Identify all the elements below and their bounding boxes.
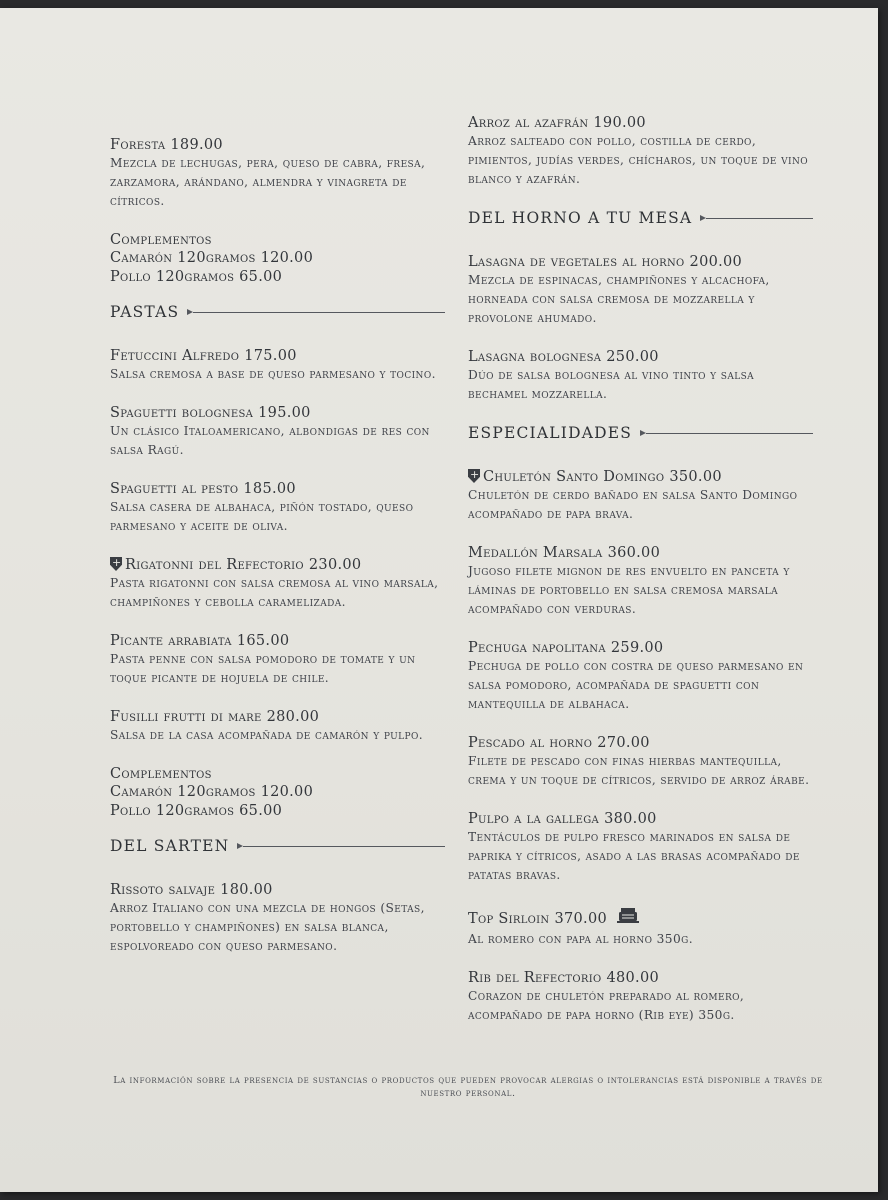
item-name: Spaguetti bolognesa — [110, 405, 254, 421]
complemento-pollo: Pollo 120gramos 65.00 — [110, 269, 283, 285]
complemento-camaron: Camarón 120gramos 120.00 — [110, 784, 314, 800]
item-name: Fusilli frutti di mare — [110, 709, 262, 725]
item-description: Corazon de chuletón preparado al romero, acompañado de papa horno (Rib eye) 350g. — [468, 989, 745, 1022]
section-title: PASTAS — [110, 303, 180, 321]
menu-page — [0, 8, 878, 1192]
item-price: 180.00 — [220, 882, 273, 898]
complemento-camaron: Camarón 120gramos 120.00 — [110, 250, 314, 266]
section-title: ESPECIALIDADES — [468, 424, 633, 442]
item-description: Mezcla de lechugas, pera, queso de cabra, fresa, zarzamora, arándano, almendra y vinagreta de cítricos. — [110, 156, 426, 208]
grill-icon — [617, 905, 639, 930]
item-price: 175.00 — [244, 348, 297, 364]
item-name: Chuletón Santo Domingo — [483, 469, 665, 485]
item-description: Mezcla de espinacas, champiñones y alcachofa, horneada con salsa cremosa de mozzarella y provolone ahumado. — [468, 273, 770, 325]
item-name: Top Sirloin — [468, 911, 550, 927]
complementos-block — [110, 231, 445, 287]
section-header-sarten — [110, 837, 445, 855]
menu-item — [110, 347, 445, 384]
complementos-title: Complementos — [110, 232, 212, 248]
item-price: 370.00 — [554, 911, 608, 927]
item-price: 230.00 — [308, 557, 362, 573]
arrow-divider-icon — [700, 212, 813, 224]
item-price: 360.00 — [607, 545, 661, 561]
allergen-disclaimer: La información sobre la presencia de sustancias o productos que pueden provocar alergias o intolerancias está disponible a través de nuestro personal. — [113, 1075, 823, 1099]
item-description: Pechuga de pollo con costra de queso parmesano en salsa pomodoro, acompañada de spaguetti con mantequilla de albahaca. — [468, 659, 804, 711]
menu-item — [468, 253, 813, 328]
item-description: Chuletón de cerdo bañado en salsa Santo Domingo acompañado de papa brava. — [468, 488, 798, 521]
complemento-pollo: Pollo 120gramos 65.00 — [110, 803, 283, 819]
item-description: Arroz salteado con pollo, costilla de cerdo, pimientos, judías verdes, chícharos, un toque de vino blanco y azafrán. — [468, 134, 809, 186]
item-description: Pasta penne con salsa pomodoro de tomate y un toque picante de hojuela de chile. — [110, 652, 416, 685]
item-description: Al romero con papa al horno 350g. — [468, 932, 693, 946]
item-name: Arroz al azafrán — [468, 115, 589, 131]
item-description: Tentáculos de pulpo fresco marinados en salsa de paprika y cítricos, asado a las brasas acompañado de patatas bravas. — [468, 830, 800, 882]
item-name: Pulpo a la gallega — [468, 811, 600, 827]
section-header-horno — [468, 209, 813, 227]
item-description: Salsa cremosa a base de queso parmesano y tocino. — [110, 367, 436, 381]
item-name: Lasagna de vegetales al horno — [468, 254, 685, 270]
item-name: Rigatonni del Refectorio — [125, 557, 304, 573]
item-name: Pescado al horno — [468, 735, 593, 751]
item-description: Salsa casera de albahaca, piñón tostado, queso parmesano y aceite de oliva. — [110, 500, 414, 533]
item-description: Un clásico Italoamericano, albondigas de res con salsa Ragú. — [110, 424, 430, 457]
menu-item-foresta — [110, 136, 445, 211]
item-price: 380.00 — [604, 811, 657, 827]
menu-left-column — [110, 136, 445, 976]
menu-item — [468, 905, 813, 949]
section-title: DEL HORNO A TU MESA — [468, 209, 693, 227]
complementos-block — [110, 765, 445, 821]
item-price: 350.00 — [669, 469, 722, 485]
item-price: 185.00 — [243, 481, 296, 497]
item-name: Spaguetti al pesto — [110, 481, 239, 497]
item-description: Filete de pescado con finas hierbas mantequilla, crema y un toque de cítricos, servido de arroz árabe. — [468, 754, 810, 787]
item-price: 189.00 — [170, 137, 223, 153]
item-price: 270.00 — [597, 735, 650, 751]
item-name: Lasagna bolognesa — [468, 349, 602, 365]
item-name: Picante arrabiata — [110, 633, 232, 649]
menu-item — [110, 480, 445, 536]
item-name: Rib del Refectorio — [468, 970, 602, 986]
item-price: 165.00 — [236, 633, 290, 649]
arrow-divider-icon — [187, 306, 445, 318]
item-description: Pasta rigatonni con salsa cremosa al vino marsala, champiñones y cebolla caramelizada. — [110, 576, 439, 609]
item-description: Salsa de la casa acompañada de camarón y pulpo. — [110, 728, 424, 742]
menu-item — [468, 348, 813, 404]
arrow-divider-icon — [237, 840, 445, 852]
menu-item — [468, 639, 813, 714]
menu-item-arroz — [468, 114, 813, 189]
menu-item — [110, 632, 445, 688]
item-price: 280.00 — [266, 709, 320, 725]
item-name: Medallón Marsala — [468, 545, 603, 561]
section-header-especialidades — [468, 424, 813, 442]
item-price: 195.00 — [258, 405, 311, 421]
shield-cross-icon — [110, 557, 122, 571]
item-name: Rissoto salvaje — [110, 882, 216, 898]
item-description: Dúo de salsa bolognesa al vino tinto y salsa bechamel mozzarella. — [468, 368, 755, 401]
menu-item — [468, 734, 813, 790]
arrow-divider-icon — [640, 427, 813, 439]
menu-right-column — [468, 114, 813, 1045]
menu-item — [468, 468, 813, 524]
section-title: DEL SARTEN — [110, 837, 230, 855]
item-price: 259.00 — [610, 640, 664, 656]
shield-cross-icon — [468, 469, 480, 483]
item-name: Pechuga napolitana — [468, 640, 606, 656]
item-price: 200.00 — [689, 254, 743, 270]
item-description: Jugoso filete mignon de res envuelto en panceta y láminas de portobello en salsa cremosa marsala acompañado con verduras. — [468, 564, 790, 616]
menu-item — [110, 708, 445, 745]
menu-item — [110, 404, 445, 460]
complementos-title: Complementos — [110, 766, 212, 782]
menu-item — [468, 810, 813, 885]
item-description: Arroz Italiano con una mezcla de hongos (Setas, portobello y champiñones) en salsa blanca, espolvoreado con queso parmesano. — [110, 901, 425, 953]
section-header-pastas — [110, 303, 445, 321]
menu-item — [110, 556, 445, 612]
menu-item — [468, 544, 813, 619]
item-name: Foresta — [110, 137, 166, 153]
menu-item — [468, 969, 813, 1025]
item-name: Fetuccini Alfredo — [110, 348, 240, 364]
item-price: 190.00 — [593, 115, 646, 131]
item-price: 480.00 — [606, 970, 659, 986]
menu-item — [110, 881, 445, 956]
item-price: 250.00 — [606, 349, 659, 365]
